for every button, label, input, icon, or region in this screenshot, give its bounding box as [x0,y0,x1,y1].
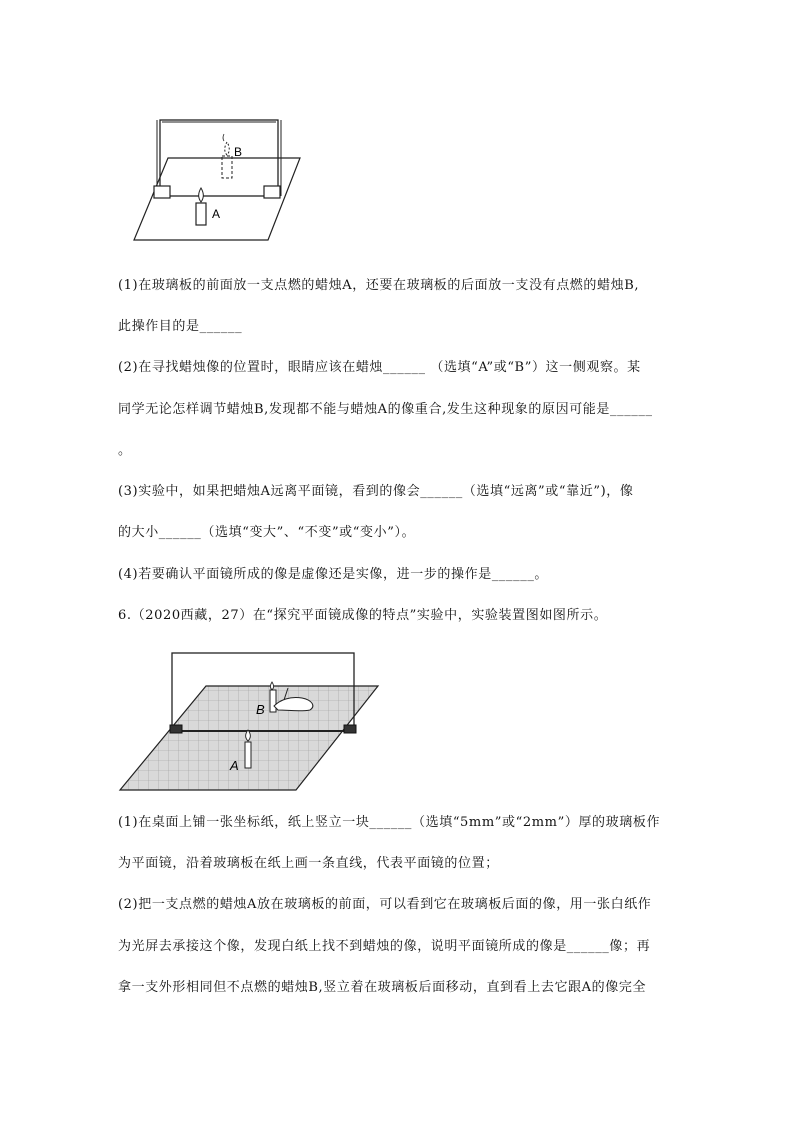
q6-title: 6.（2020西藏，27）在“探究平面镜成像的特点”实验中，实验装置图如图所示。 [118,608,608,623]
q5-part2-line2: 同学无论怎样调节蜡烛B,发现都不能与蜡烛A的像重合,发生这种现象的原因可能是______ [118,402,653,417]
q6-part1-line2: 为平面镜，沿着玻璃板在纸上画一条直线，代表平面镜的位置； [118,856,499,871]
q5-part1-line1: (1)在玻璃板的前面放一支点燃的蜡烛A，还要在玻璃板的后面放一支没有点燃的蜡烛B, [118,278,640,293]
q6-part2-line2: 为光屏去承接这个像，发现白纸上找不到蜡烛的像，说明平面镜所成的像是______像；再 [118,939,651,954]
figure-2-label-a: A [230,758,239,773]
q5-part1-line2: 此操作目的是______ [118,319,243,334]
figure-2-label-b: B [256,702,265,717]
figure-1-label-b: B [234,145,243,159]
q6-part2-line1: (2)把一支点燃的蜡烛A放在玻璃板的前面，可以看到它在玻璃板后面的像，用一张白纸作 [118,897,652,912]
figure-1-experiment-diagram [130,112,305,247]
q6-part2-line3: 拿一支外形相同但不点燃的蜡烛B,竖立着在玻璃板后面移动，直到看上去它跟A的像完全 [118,980,647,995]
q5-part2-line3: 。 [118,443,132,458]
q5-part4-line1: (4)若要确认平面镜所成的像是虚像还是实像，进一步的操作是______。 [118,567,549,582]
q6-part1-line1: (1)在桌面上铺一张坐标纸，纸上竖立一块______（选填“5mm”或“2mm”）厚的玻璃板作 [118,815,661,830]
q5-part3-line2: 的大小______（选填“变大”、“不变”或“变小”）。 [118,525,416,540]
figure-1-label-a: A [212,207,221,221]
q5-part2-line1: (2)在寻找蜡烛像的位置时，眼睛应该在蜡烛______ （选填“A”或“B”）这一侧观察。某 [118,360,641,375]
q5-part3-line1: (3)实验中，如果把蜡烛A远离平面镜，看到的像会______（选填“远离”或“靠近”)，像 [118,484,634,499]
figure-2-experiment-diagram [118,650,380,795]
